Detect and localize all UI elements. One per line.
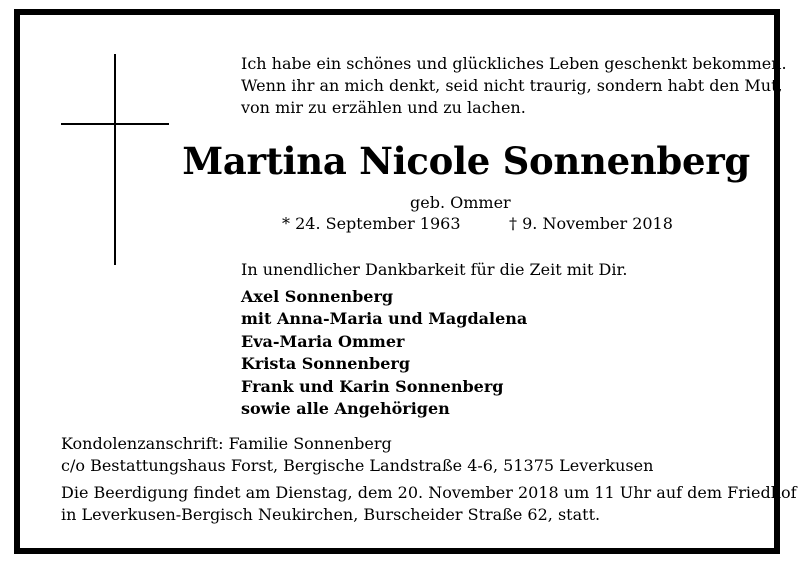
poem-line: Wenn ihr an mich denkt, seid nicht traurig, sondern habt den Mut, bbox=[241, 76, 783, 95]
mourner-item: sowie alle Angehörigen bbox=[241, 399, 450, 419]
gratitude-text: In unendlicher Dankbarkeit für die Zeit mit Dir. bbox=[241, 260, 628, 279]
mourner-item: mit Anna-Maria und Magdalena bbox=[241, 309, 528, 329]
funeral-info-line: Die Beerdigung findet am Dienstag, dem 20. November 2018 um 11 Uhr auf dem Friedhof bbox=[61, 483, 797, 502]
condolence-address-line: c/o Bestattungshaus Forst, Bergische Landstraße 4-6, 51375 Leverkusen bbox=[61, 456, 654, 475]
poem-line: von mir zu erzählen und zu lachen. bbox=[241, 98, 526, 117]
deceased-name: Martina Nicole Sonnenberg bbox=[182, 139, 750, 183]
mourners-list bbox=[241, 286, 527, 420]
funeral-info-line: in Leverkusen-Bergisch Neukirchen, Burscheider Straße 62, statt. bbox=[61, 505, 601, 524]
maiden-name: geb. Ommer bbox=[410, 193, 511, 212]
mourner-item: Krista Sonnenberg bbox=[241, 354, 411, 374]
cross-icon-horizontal-bar bbox=[61, 123, 169, 125]
mourner-item: Frank und Karin Sonnenberg bbox=[241, 376, 504, 396]
footer-info bbox=[61, 433, 797, 526]
obituary-notice bbox=[14, 9, 797, 554]
mourner-item: Eva-Maria Ommer bbox=[241, 331, 405, 351]
birth-date: * 24. September 1963 bbox=[282, 214, 461, 233]
mourner-item: Axel Sonnenberg bbox=[241, 287, 394, 306]
death-date: † 9. November 2018 bbox=[509, 214, 673, 233]
poem-line: Ich habe ein schönes und glückliches Leben geschenkt bekommen. bbox=[241, 54, 787, 73]
condolence-address-line: Kondolenzanschrift: Familie Sonnenberg bbox=[61, 434, 392, 453]
poem-quote bbox=[241, 53, 787, 119]
